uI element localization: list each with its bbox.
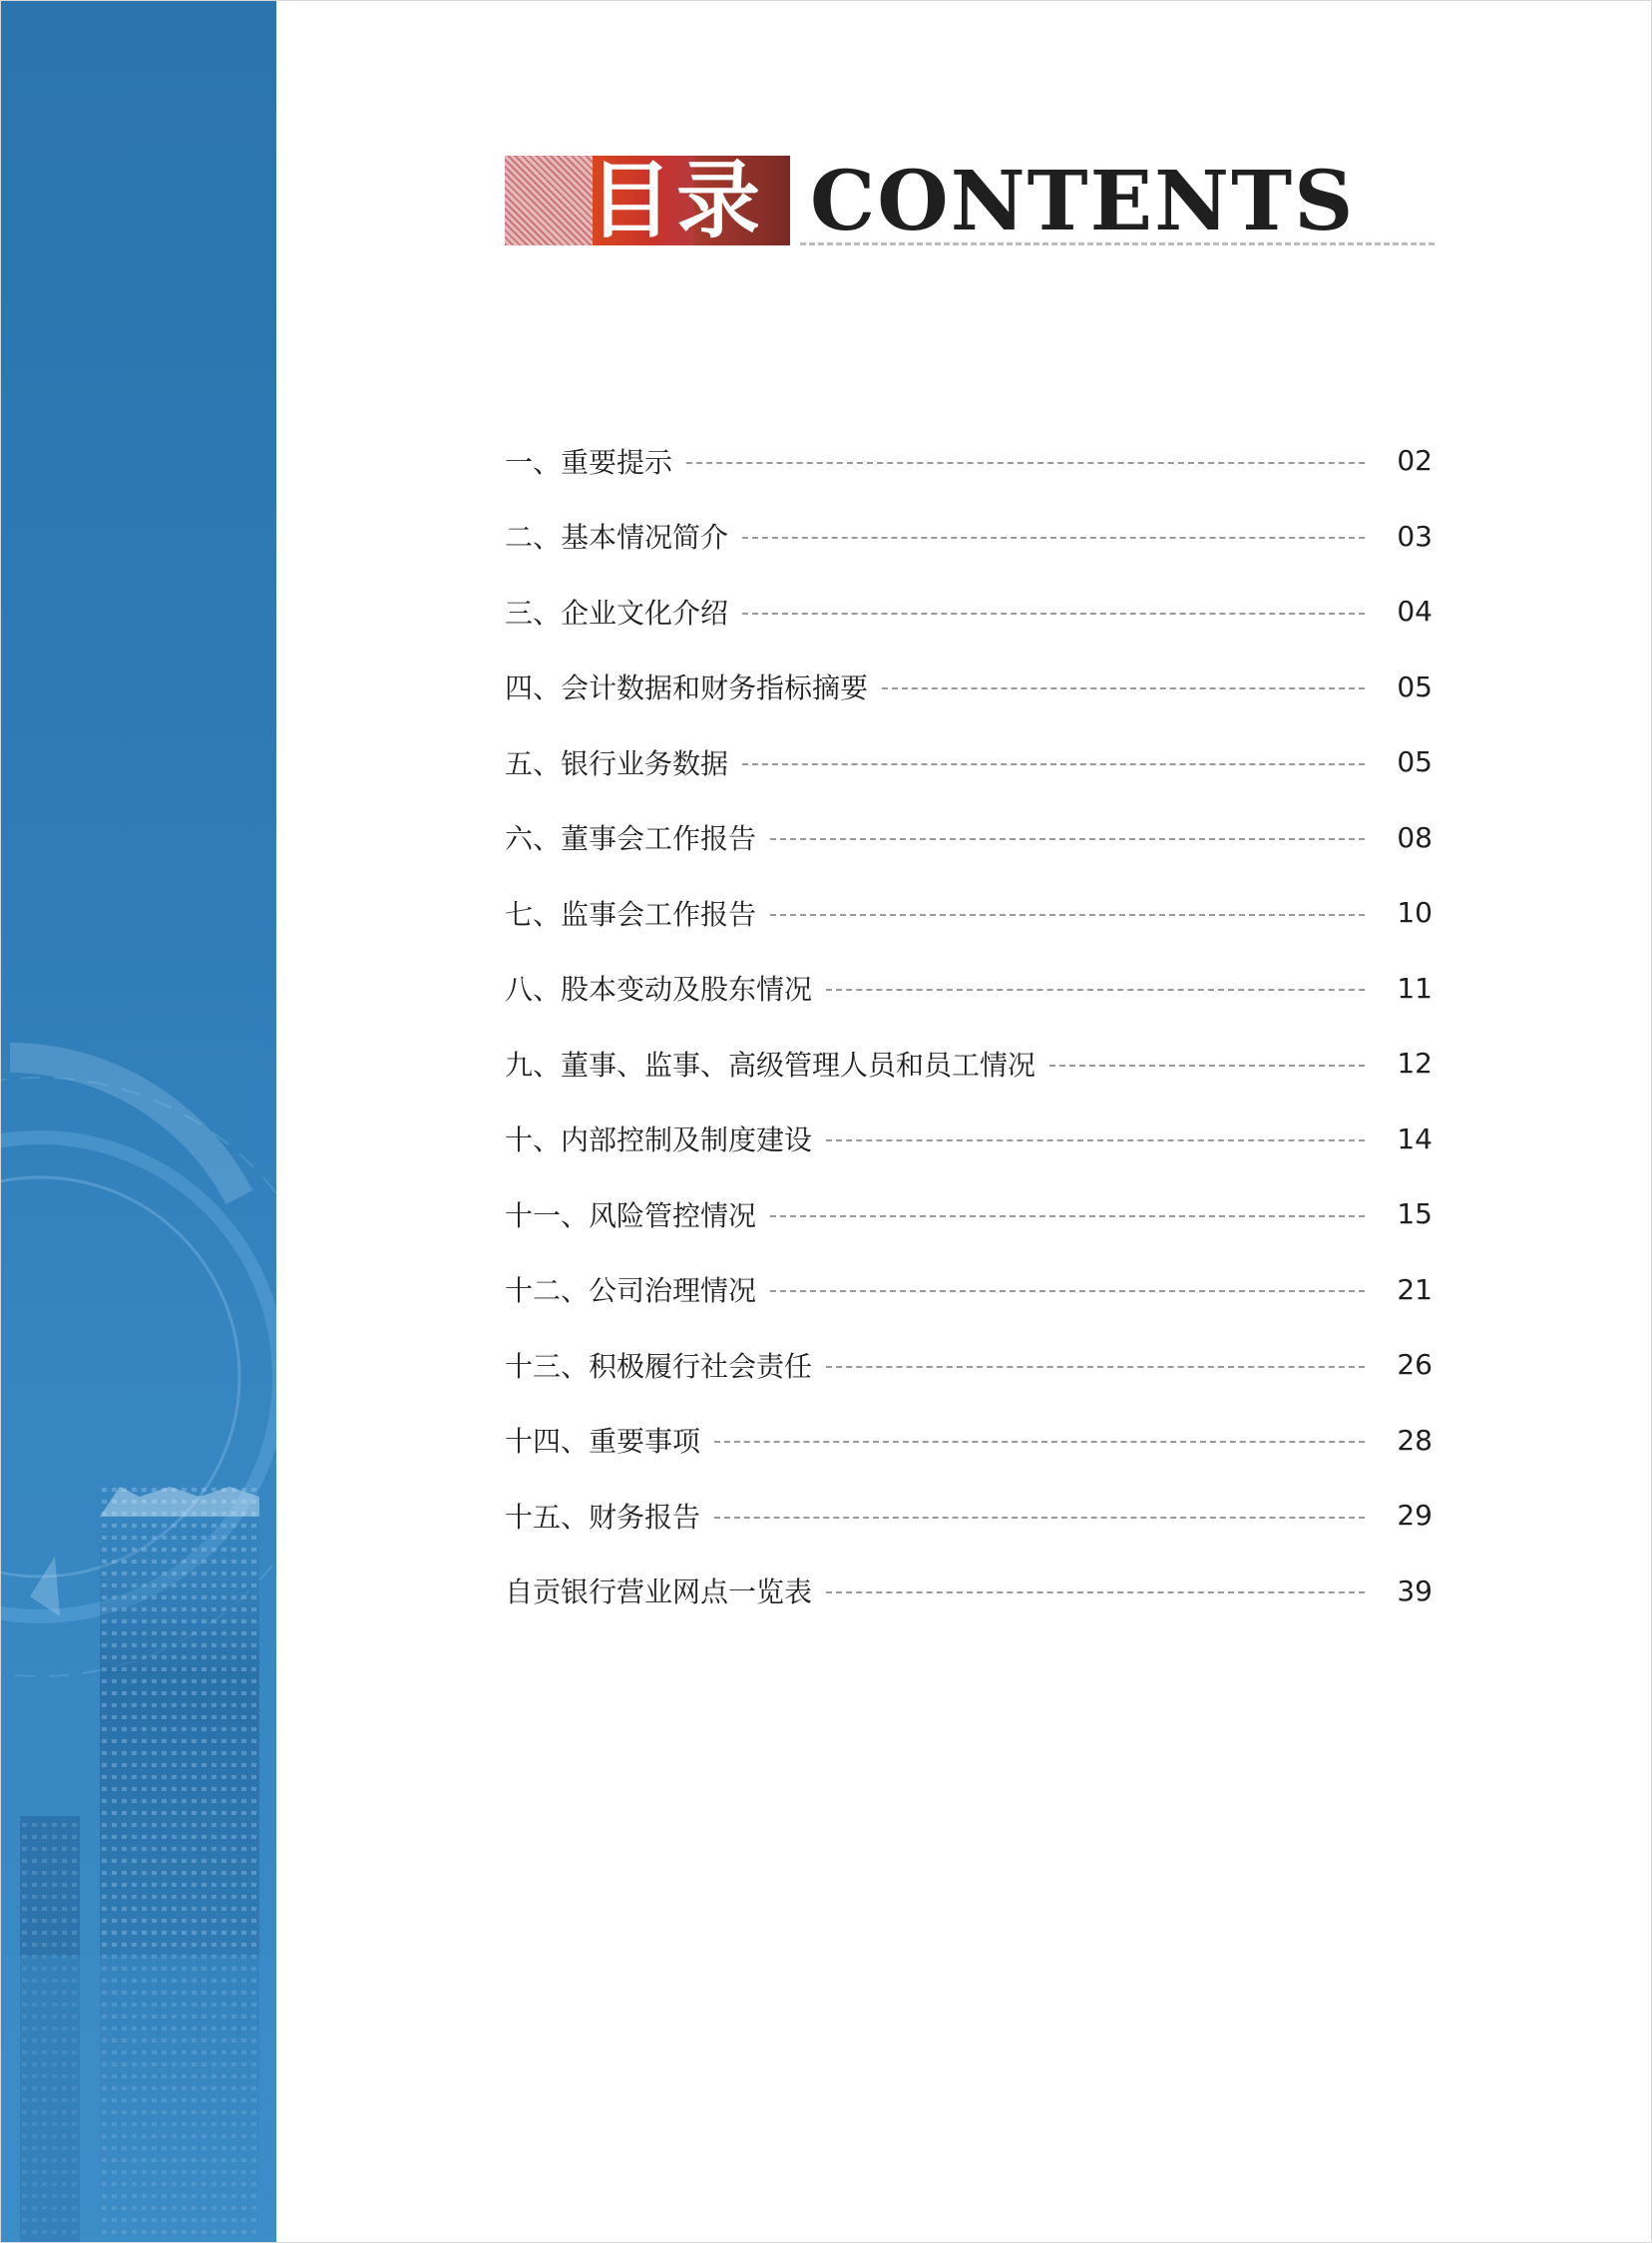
toc-item-page: 04 bbox=[1397, 595, 1433, 629]
toc-item[interactable] bbox=[505, 800, 1433, 876]
toc-item-page: 08 bbox=[1397, 820, 1433, 854]
toc-item-page: 02 bbox=[1397, 444, 1433, 478]
toc-item-label: 四、会计数据和财务指标摘要 bbox=[505, 672, 869, 705]
toc-leader-dots bbox=[686, 462, 1365, 464]
toc-item-label: 一、重要提示 bbox=[505, 445, 673, 479]
toc-leader-dots bbox=[770, 914, 1365, 916]
toc-leader-dots bbox=[826, 1591, 1365, 1593]
page-header bbox=[505, 152, 1433, 251]
toc-item[interactable] bbox=[505, 1176, 1433, 1252]
toc-item-label: 五、银行业务数据 bbox=[505, 746, 729, 780]
toc-leader-dots bbox=[742, 763, 1365, 765]
toc-leader-dots bbox=[770, 1290, 1365, 1292]
toc-leader-dots bbox=[1049, 1065, 1365, 1067]
toc-item-label: 七、监事会工作报告 bbox=[505, 897, 757, 931]
toc-item-page: 14 bbox=[1397, 1122, 1433, 1155]
toc-item-page: 26 bbox=[1397, 1348, 1433, 1382]
toc-item-label: 十二、公司治理情况 bbox=[505, 1274, 757, 1308]
toc-item-page: 05 bbox=[1397, 670, 1433, 703]
toc-item[interactable] bbox=[505, 1252, 1433, 1328]
toc-item-label: 十一、风险管控情况 bbox=[505, 1198, 757, 1232]
toc-leader-dots bbox=[714, 1517, 1365, 1519]
page-title-en: CONTENTS bbox=[810, 154, 1356, 249]
toc-leader-dots bbox=[714, 1441, 1365, 1443]
toc-item[interactable] bbox=[505, 724, 1433, 800]
toc-item-label: 二、基本情况简介 bbox=[505, 521, 729, 555]
toc-item[interactable] bbox=[505, 1102, 1433, 1177]
title-decor-stripe bbox=[505, 156, 593, 245]
toc-item-label: 六、董事会工作报告 bbox=[505, 822, 757, 856]
toc-item-page: 21 bbox=[1397, 1272, 1433, 1306]
toc-leader-dots bbox=[882, 687, 1365, 689]
toc-item[interactable] bbox=[505, 875, 1433, 951]
toc-item[interactable] bbox=[505, 423, 1433, 499]
toc-item[interactable] bbox=[505, 650, 1433, 725]
toc-item[interactable] bbox=[505, 574, 1433, 650]
toc-item-page: 10 bbox=[1397, 896, 1433, 930]
table-of-contents bbox=[505, 423, 1433, 1628]
toc-item-label: 九、董事、监事、高级管理人员和员工情况 bbox=[505, 1048, 1036, 1082]
toc-leader-dots bbox=[770, 838, 1365, 840]
toc-item[interactable] bbox=[505, 1478, 1433, 1554]
toc-item-page: 05 bbox=[1397, 745, 1433, 779]
toc-item-label: 十、内部控制及制度建设 bbox=[505, 1123, 813, 1157]
toc-item-page: 12 bbox=[1397, 1047, 1433, 1081]
toc-item[interactable] bbox=[505, 951, 1433, 1027]
toc-item-label: 三、企业文化介绍 bbox=[505, 596, 729, 630]
toc-item[interactable] bbox=[505, 1554, 1433, 1629]
toc-item[interactable] bbox=[505, 1403, 1433, 1479]
toc-item-label: 十五、财务报告 bbox=[505, 1500, 701, 1534]
toc-leader-dots bbox=[826, 1366, 1365, 1368]
toc-leader-dots bbox=[742, 537, 1365, 539]
toc-item-page: 28 bbox=[1397, 1423, 1433, 1457]
toc-item-label: 十三、积极履行社会责任 bbox=[505, 1349, 813, 1383]
toc-item-page: 29 bbox=[1397, 1499, 1433, 1533]
toc-leader-dots bbox=[742, 613, 1365, 615]
toc-item-label: 十四、重要事项 bbox=[505, 1425, 701, 1459]
toc-item[interactable] bbox=[505, 499, 1433, 575]
toc-item-label: 八、股本变动及股东情况 bbox=[505, 973, 813, 1007]
toc-item[interactable] bbox=[505, 1026, 1433, 1102]
toc-leader-dots bbox=[826, 1139, 1365, 1141]
toc-leader-dots bbox=[826, 989, 1365, 991]
toc-item-label: 自贡银行营业网点一览表 bbox=[505, 1575, 813, 1609]
toc-leader-dots bbox=[770, 1215, 1365, 1217]
side-decorative-band bbox=[0, 0, 276, 2243]
toc-item-page: 03 bbox=[1397, 519, 1433, 553]
toc-item-page: 39 bbox=[1397, 1573, 1433, 1607]
toc-item-page: 15 bbox=[1397, 1197, 1433, 1231]
toc-item-page: 11 bbox=[1397, 971, 1433, 1005]
city-skyline-image bbox=[0, 0, 276, 2243]
title-divider bbox=[800, 242, 1435, 245]
toc-item[interactable] bbox=[505, 1327, 1433, 1403]
page-title-cn: 目录 bbox=[589, 152, 765, 249]
